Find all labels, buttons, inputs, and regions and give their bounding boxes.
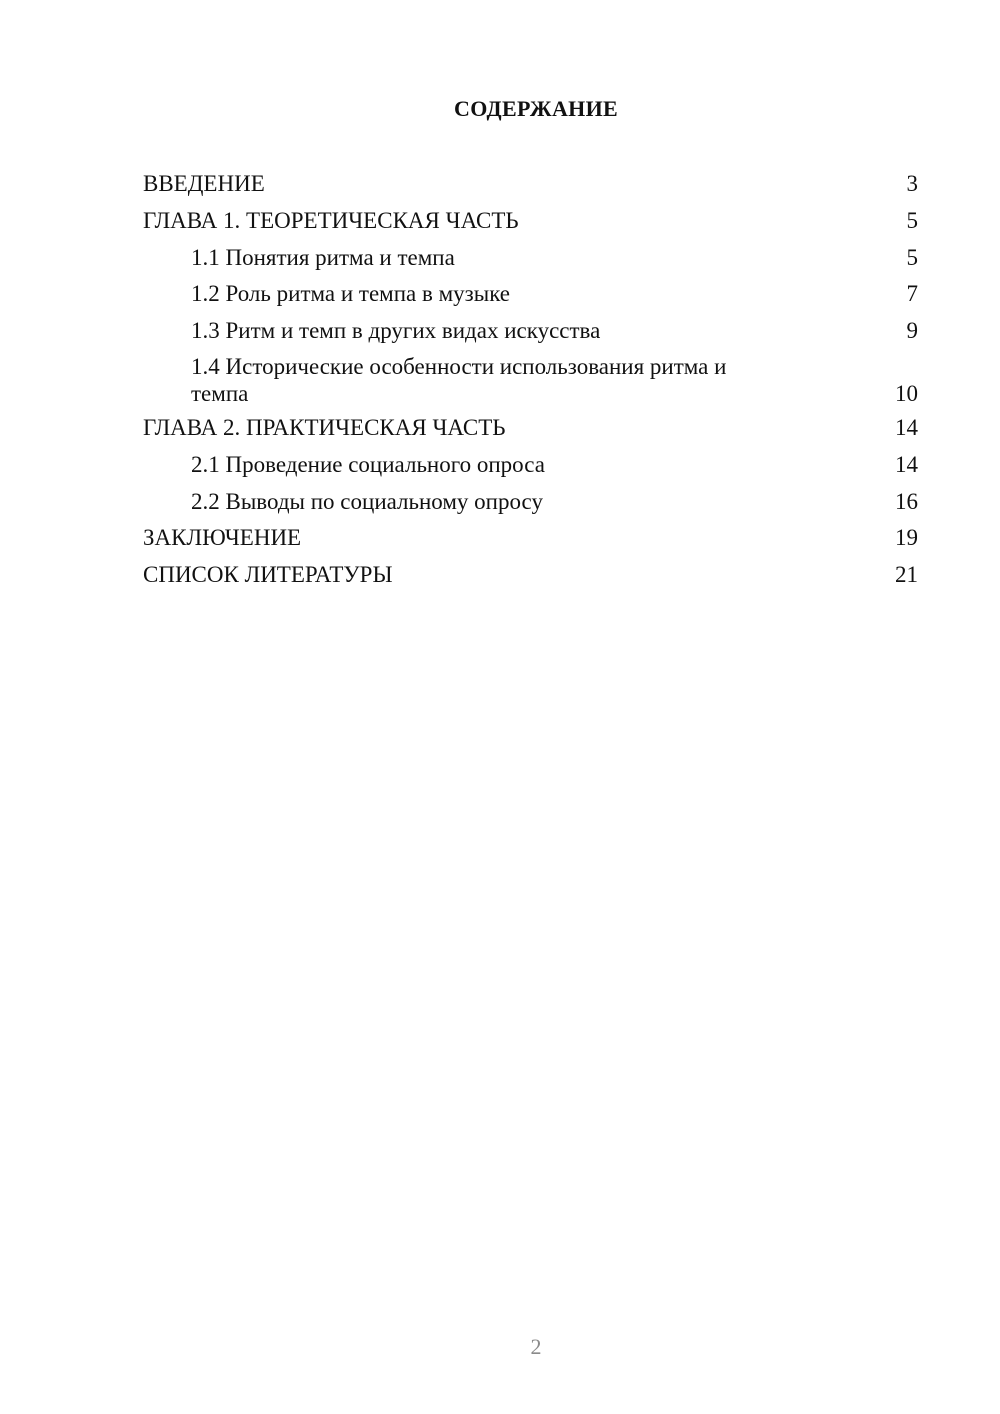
toc-entry-section-2-2[interactable] (143, 484, 918, 521)
toc-entry-page: 21 (895, 562, 918, 588)
toc-entry-label: 2.1 Проведение социального опроса (191, 451, 545, 477)
toc-entry-label: 1.3 Ритм и темп в других видах искусства (191, 318, 601, 344)
toc-entry-label: ГЛАВА 2. ПРАКТИЧЕСКАЯ ЧАСТЬ (143, 414, 506, 440)
toc-entry-page: 14 (895, 451, 918, 477)
page-title: СОДЕРЖАНИЕ (454, 96, 618, 121)
toc-entry-page: 10 (895, 380, 918, 406)
toc-entry-section-1-2[interactable] (143, 276, 918, 313)
toc-entry-section-1-4[interactable] (143, 350, 918, 410)
toc-entry-chapter-2[interactable] (143, 410, 918, 447)
toc-entry-page: 19 (895, 525, 918, 551)
toc-entry-label: ЗАКЛЮЧЕНИЕ (143, 525, 302, 551)
toc-entry-page: 5 (906, 244, 918, 270)
toc-entry-page: 7 (906, 281, 918, 307)
toc-entry-label: 1.1 Понятия ритма и темпа (191, 244, 455, 270)
page-number: 2 (530, 1334, 542, 1359)
toc-entry-chapter-1[interactable] (143, 203, 918, 240)
toc-entry-references[interactable] (143, 557, 918, 594)
toc-entry-label: ГЛАВА 1. ТЕОРЕТИЧЕСКАЯ ЧАСТЬ (143, 207, 519, 233)
toc-entry-page: 9 (906, 318, 918, 344)
toc-entry-introduction[interactable] (143, 166, 918, 203)
toc-entry-page: 3 (906, 171, 918, 196)
toc-entry-page: 5 (906, 207, 918, 233)
toc-entry-section-1-3[interactable] (143, 313, 918, 350)
toc-entry-label: 2.2 Выводы по социальному опросу (191, 488, 543, 514)
toc-entry-section-1-1[interactable] (143, 240, 918, 277)
toc-entry-label: ВВЕДЕНИЕ (143, 171, 265, 196)
toc-entry-page: 14 (895, 414, 918, 440)
table-of-contents (143, 166, 918, 594)
toc-entry-page: 16 (895, 488, 918, 514)
toc-entry-label: 1.2 Роль ритма и темпа в музыке (191, 281, 511, 307)
toc-entry-label: 1.4 Исторические особенности использования ритма и темпа (191, 353, 727, 406)
toc-entry-conclusion[interactable] (143, 520, 918, 557)
toc-entry-label: СПИСОК ЛИТЕРАТУРЫ (143, 562, 393, 588)
toc-entry-section-2-1[interactable] (143, 447, 918, 484)
